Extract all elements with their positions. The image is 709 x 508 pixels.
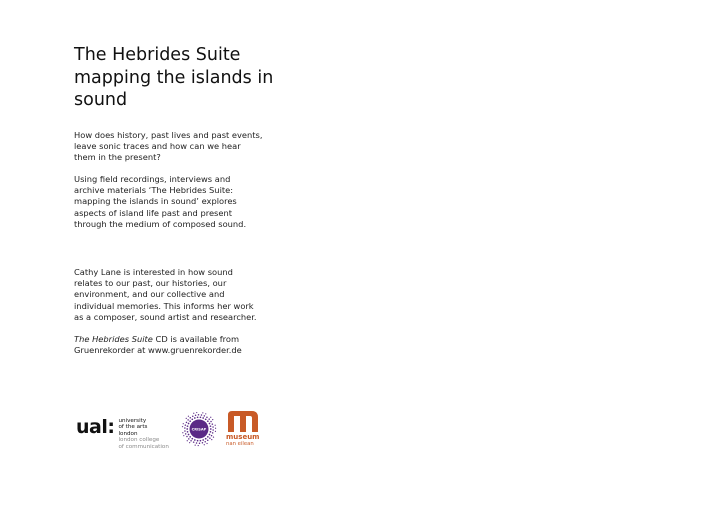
crisap-dot	[205, 438, 207, 440]
crisap-dot	[190, 440, 192, 442]
crisap-dot	[197, 440, 199, 442]
crisap-dot	[189, 420, 191, 422]
crisap-dot	[215, 431, 216, 432]
crisap-dot	[183, 423, 184, 424]
crisap-dot	[184, 427, 186, 429]
text-line: through the medium of composed sound.	[74, 218, 247, 229]
crisap-dot	[213, 437, 214, 438]
crisap-dot	[202, 439, 204, 441]
crisap-dot	[189, 442, 190, 443]
crisap-dot	[193, 441, 195, 443]
crisap-dot	[210, 421, 212, 423]
crisap-dot	[208, 418, 210, 420]
text-line: environment, and our collective and	[74, 289, 225, 300]
title-line: mapping the islands in	[74, 67, 274, 88]
text-line: as a composer, sound artist and researcher.	[74, 311, 257, 322]
text-line: Gruenrekorder at www.gruenrekorder.de	[74, 345, 242, 356]
crisap-dot	[182, 426, 183, 427]
availability-text: CD is available from	[152, 334, 240, 344]
text-line: aspects of island life past and present	[74, 207, 232, 218]
text-line: Cathy Lane is interested in how sound	[74, 267, 233, 277]
crisap-dot	[185, 433, 187, 435]
crisap-dot	[197, 416, 199, 418]
title-line: The Hebrides Suite	[74, 45, 241, 65]
crisap-dot	[199, 442, 201, 444]
text-line: mapping the islands in sound’ explores	[74, 196, 237, 207]
crisap-dot	[210, 428, 212, 430]
crisap-dot	[194, 439, 196, 441]
museum-m-icon	[226, 410, 260, 432]
title-line: sound	[74, 90, 128, 110]
crisap-dot	[188, 423, 190, 425]
crisap-dot	[192, 415, 194, 417]
crisap-dot	[189, 436, 191, 438]
crisap-dot	[212, 432, 214, 434]
crisap-dot	[191, 418, 193, 420]
crisap-dot	[207, 436, 209, 438]
crisap-dot	[187, 425, 189, 427]
partner-logos	[76, 409, 276, 455]
bio-paragraph	[74, 267, 257, 323]
crisap-dot	[200, 440, 202, 442]
crisap-dot	[186, 418, 187, 419]
museum-word: museum	[226, 433, 260, 441]
museum-nan-eilean-logo	[226, 410, 266, 447]
crisap-dot	[212, 429, 214, 431]
crisap-dot	[187, 440, 188, 441]
crisap-dot	[205, 418, 207, 420]
crisap-dot	[186, 422, 188, 424]
crisap-dot	[210, 425, 212, 427]
text-line: individual memories. This informs her work	[74, 300, 254, 311]
ual-text-line: london	[118, 430, 138, 437]
crisap-dot	[205, 413, 206, 414]
ual-mark: ual:	[76, 416, 115, 438]
cd-title: The Hebrides Suite	[74, 334, 153, 344]
crisap-dot	[210, 431, 212, 433]
ual-wordmark	[118, 418, 168, 450]
intro-paragraph	[74, 130, 263, 164]
ual-logo	[76, 417, 169, 450]
crisap-dot	[206, 443, 207, 444]
crisap-dot	[184, 430, 186, 432]
crisap-dot	[190, 417, 192, 419]
crisap-dot	[207, 420, 209, 422]
crisap-dot	[191, 438, 193, 440]
crisap-dot	[195, 414, 197, 416]
crisap-dot	[194, 417, 196, 419]
svg-text:CRiSAP: CRiSAP	[191, 427, 207, 432]
crisap-dot	[187, 431, 189, 433]
crisap-dot	[188, 434, 190, 436]
ual-text-line: of communication	[118, 443, 169, 450]
crisap-dot	[182, 432, 183, 433]
crisap-dot	[206, 416, 208, 418]
crisap-dot	[188, 438, 190, 440]
text-line: relates to our past, our histories, our	[74, 278, 227, 289]
text-line: leave sonic traces and how can we hear	[74, 141, 241, 152]
crisap-dot	[202, 412, 203, 413]
ual-text-line: university	[118, 418, 147, 424]
crisap-dot	[210, 417, 211, 418]
crisap-dot	[196, 412, 197, 413]
crisap-dot	[211, 435, 213, 437]
crisap-dot	[209, 437, 211, 439]
crisap-dot	[215, 428, 216, 429]
museum-subtitle: nan eilean	[226, 441, 254, 447]
crisap-dot	[209, 423, 211, 425]
crisap-dot	[200, 416, 202, 418]
crisap-dot	[187, 419, 189, 421]
crisap-dot	[185, 424, 187, 426]
crisap-dot	[204, 444, 205, 445]
crisap-dot	[212, 426, 214, 428]
text-line: How does history, past lives and past events,	[74, 130, 263, 140]
text-line: archive materials ‘The Hebrides Suite:	[74, 185, 234, 196]
crisap-dot	[212, 423, 214, 425]
crisap-dot	[196, 442, 198, 444]
crisap-dot	[186, 436, 188, 438]
crisap-dot	[204, 441, 206, 443]
text-line	[74, 334, 242, 345]
ual-text-line: of the arts	[118, 424, 148, 431]
crisap-dot	[201, 414, 203, 416]
crisap-dot	[183, 435, 184, 436]
crisap-dot	[202, 417, 204, 419]
crisap-dot	[195, 445, 196, 446]
text-line: Using field recordings, interviews and	[74, 174, 231, 184]
crisap-dot	[212, 419, 213, 420]
crisap-dot	[193, 413, 194, 414]
crisap-dot	[204, 415, 206, 417]
crisap-dot	[198, 414, 200, 416]
crisap-dot	[202, 442, 204, 444]
text-line: them in the present?	[74, 152, 161, 163]
crisap-dot	[215, 425, 216, 426]
crisap-logo-icon	[180, 410, 218, 448]
ual-text-line: london college	[118, 437, 160, 444]
crisap-dot	[188, 416, 189, 417]
crisap-dot	[209, 434, 211, 436]
availability-paragraph	[74, 334, 242, 356]
crisap-dot	[186, 428, 188, 430]
crisap-dot	[198, 445, 199, 446]
crisap-dot	[207, 439, 209, 441]
page-title	[74, 44, 274, 112]
description-paragraph	[74, 174, 246, 230]
crisap-dot	[211, 439, 212, 440]
